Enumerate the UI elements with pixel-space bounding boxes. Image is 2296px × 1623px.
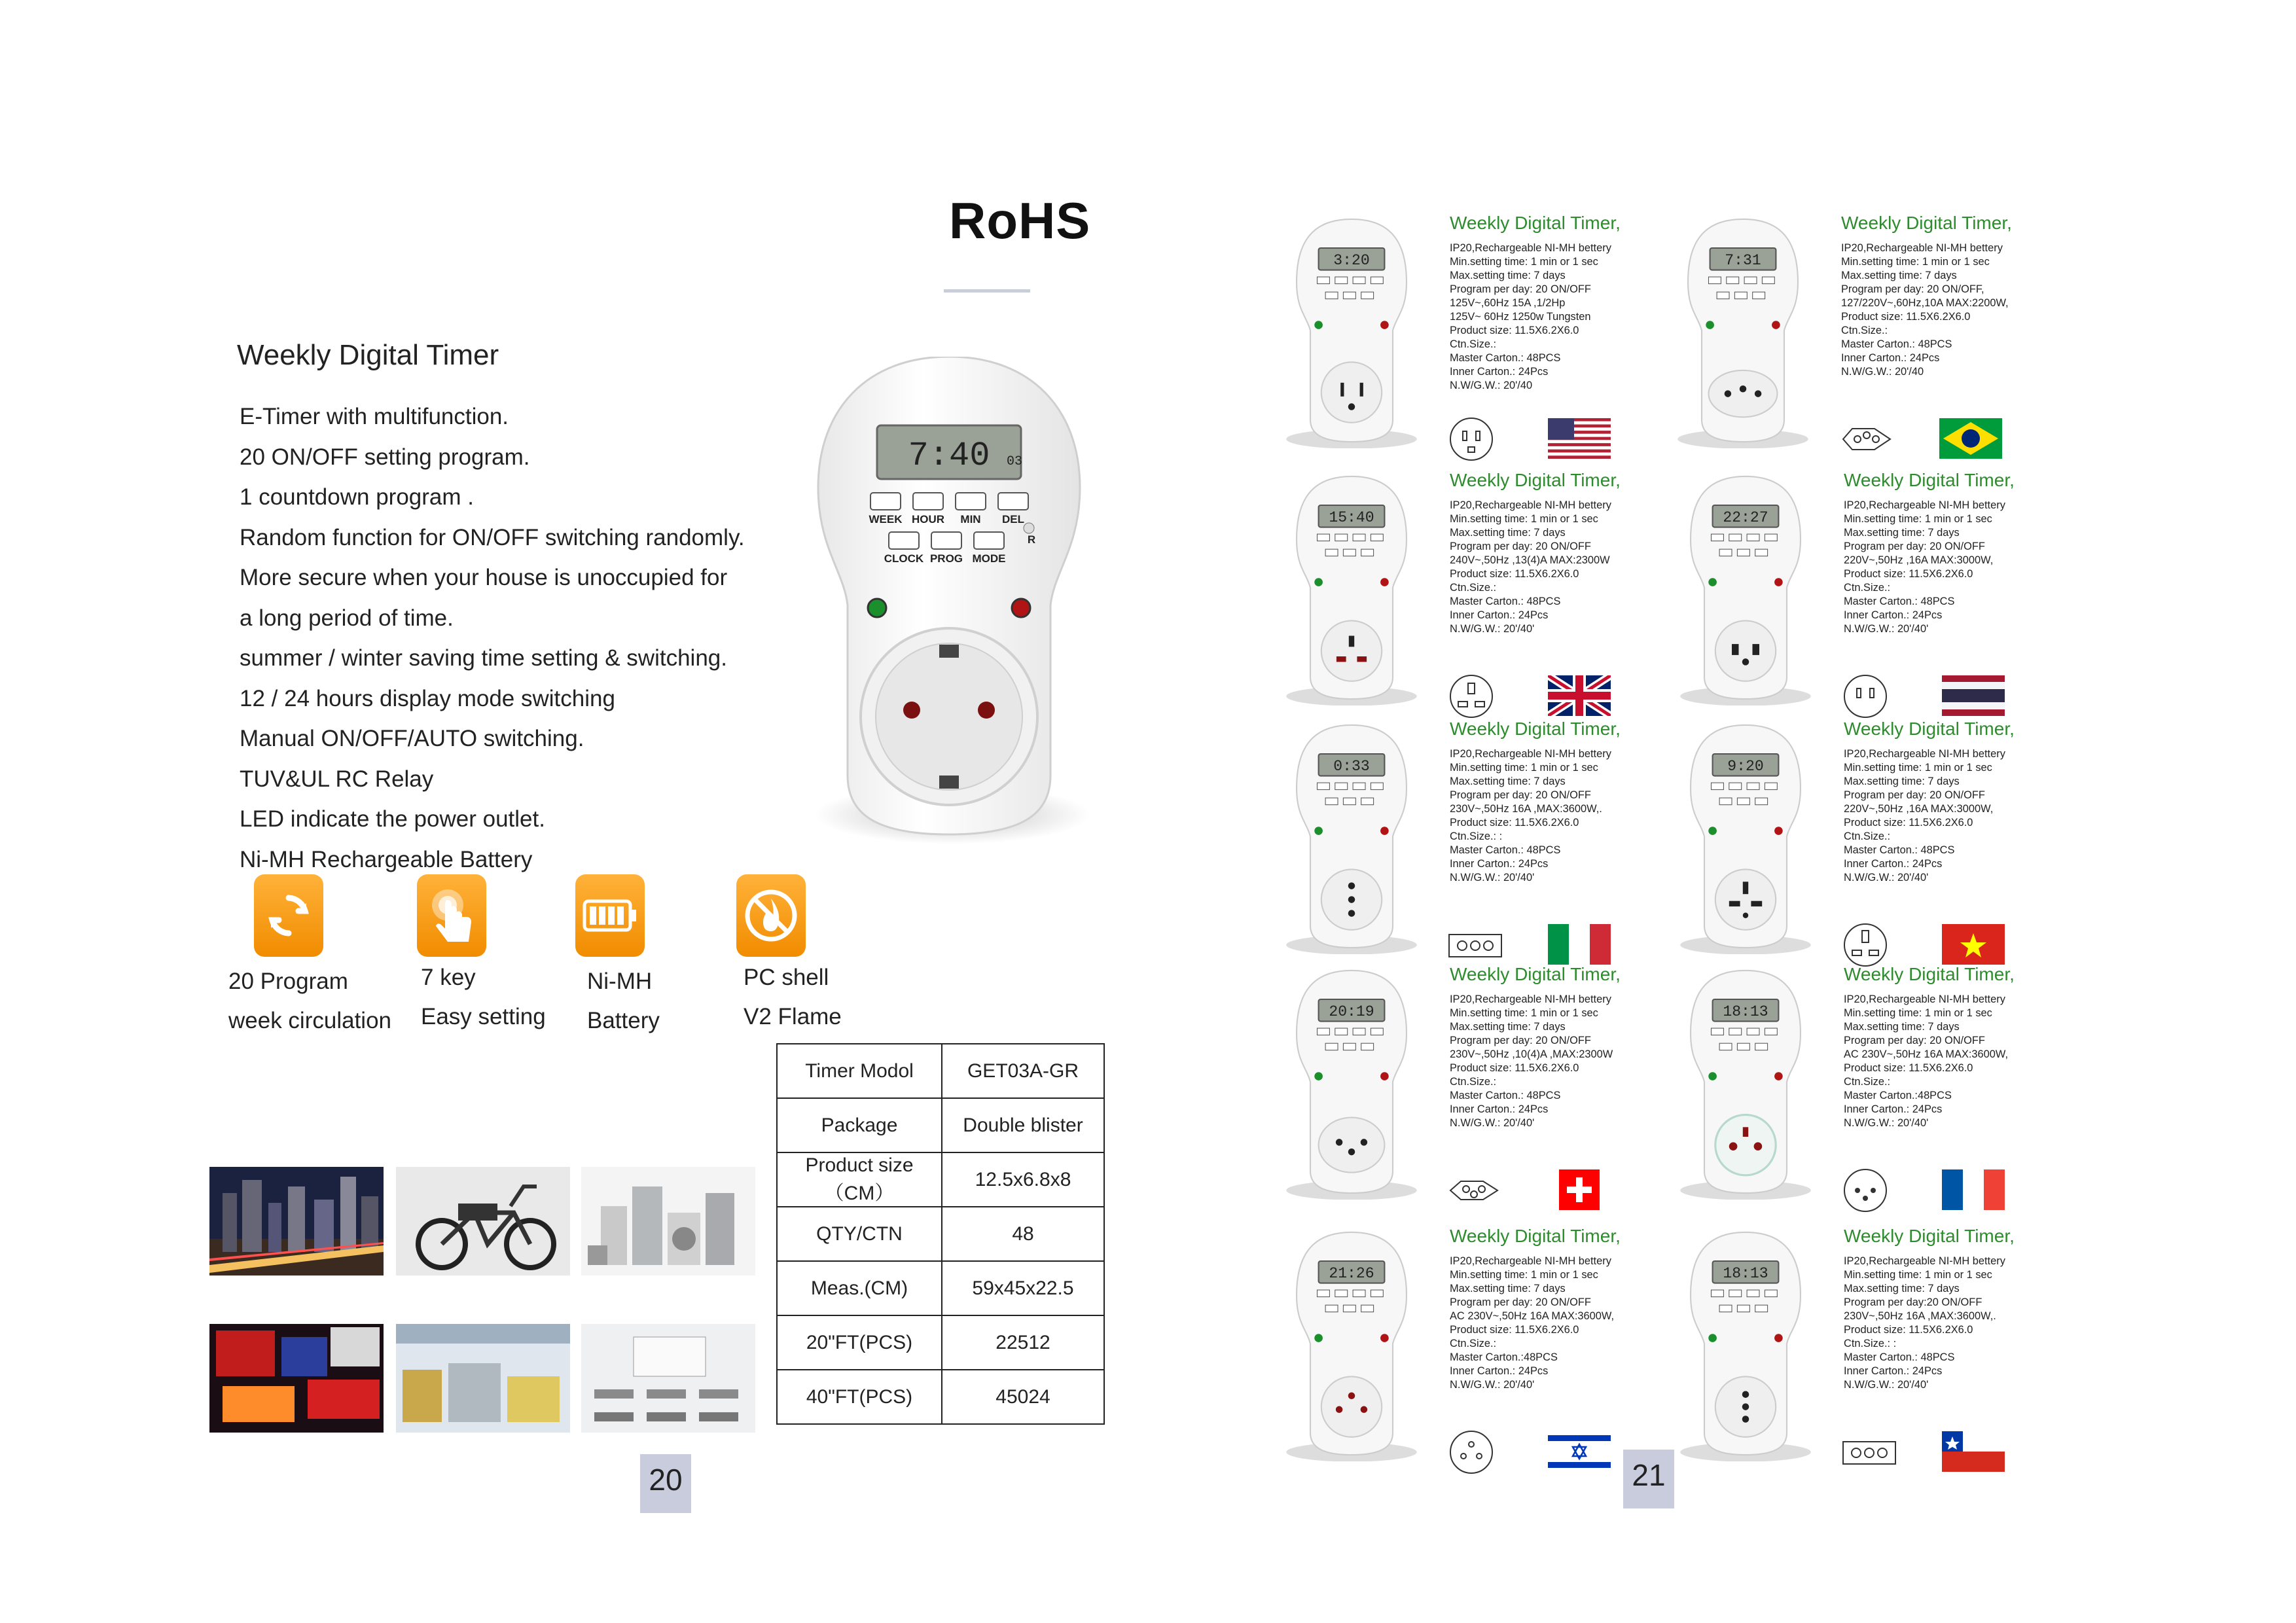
product-card — [1677, 470, 2056, 712]
feature-item: E-Timer with multifunction. — [240, 404, 509, 429]
icon-label-line1: Ni-MH — [587, 969, 653, 994]
brazil-flag — [1939, 418, 2002, 459]
product-spec-list — [1450, 499, 1646, 636]
timer-device-thumbnail — [1677, 719, 1814, 957]
product-card — [1677, 719, 2056, 961]
product-spec-line: IP20,Rechargeable NI-MH bettery — [1450, 1255, 1611, 1267]
table-cell: Product size（CM） — [777, 1152, 942, 1207]
billboard-photo — [209, 1324, 384, 1433]
product-spec-line: Inner Carton.: 24Pcs — [1844, 858, 1943, 870]
plug-type-h-icon — [1446, 1430, 1505, 1479]
refresh-cycle-icon — [254, 874, 323, 957]
product-spec-line: IP20,Rechargeable NI-MH bettery — [1450, 993, 1611, 1005]
device-mode-label: MODE — [972, 552, 1006, 565]
rohs-divider — [944, 289, 1030, 293]
device-display-digits: 15:40 — [1329, 509, 1374, 527]
feature-item: Random function for ON/OFF switching randomly. — [240, 524, 745, 550]
product-spec-list — [1844, 499, 2040, 636]
product-spec-list — [1450, 993, 1646, 1130]
table-cell: 40"FT(PCS) — [777, 1370, 942, 1424]
product-card — [1674, 213, 2054, 455]
device-prog-label: PROG — [929, 552, 963, 565]
table-cell: Double blister — [942, 1098, 1104, 1152]
device-display-digits: 9:20 — [1727, 758, 1764, 776]
product-spec-line: Product size: 11.5X6.2X6.0 — [1450, 325, 1579, 336]
product-spec-line: Min.setting time: 1 min or 1 sec — [1450, 1269, 1598, 1281]
product-spec-line: Ctn.Size.: — [1844, 582, 1891, 594]
product-spec-line: N.W/G.W.: 20'/40' — [1450, 872, 1535, 883]
factory-photo — [396, 1324, 570, 1433]
table-row — [777, 1370, 1104, 1424]
product-spec-line: Inner Carton.: 24Pcs — [1450, 609, 1549, 621]
device-min-label: MIN — [960, 513, 981, 526]
timer-device-thumbnail — [1283, 719, 1420, 957]
product-spec-line: Program per day: 20 ON/OFF — [1450, 789, 1591, 801]
device-display-digits: 7:31 — [1725, 252, 1761, 270]
feature-item: Manual ON/OFF/AUTO switching. — [240, 726, 584, 751]
product-spec-line: Min.setting time: 1 min or 1 sec — [1844, 1269, 1992, 1281]
feature-item: More secure when your house is unoccupied for — [240, 565, 728, 590]
product-spec-line: Min.setting time: 1 min or 1 sec — [1844, 1007, 1992, 1019]
product-spec-line: 230V~,50Hz 16A ,MAX:3600W,. — [1450, 803, 1602, 815]
product-spec-line: Master Carton.:48PCS — [1450, 1351, 1558, 1363]
timer-device-thumbnail — [1283, 470, 1420, 709]
table-cell: 20"FT(PCS) — [777, 1315, 942, 1370]
table-row — [777, 1098, 1104, 1152]
device-display-digits: 21:26 — [1329, 1265, 1374, 1283]
product-spec-line: Inner Carton.: 24Pcs — [1844, 609, 1943, 621]
table-cell: Meas.(CM) — [777, 1261, 942, 1315]
battery-icon — [575, 874, 645, 957]
product-spec-line: Product size: 11.5X6.2X6.0 — [1844, 568, 1973, 580]
product-spec-line: 230V~,50Hz 16A ,MAX:3600W,. — [1844, 1310, 1996, 1322]
product-spec-line: Product size: 11.5X6.2X6.0 — [1841, 311, 1971, 323]
product-spec-line: Product size: 11.5X6.2X6.0 — [1450, 817, 1579, 829]
device-display-digits: 18:13 — [1723, 1265, 1768, 1283]
product-spec-list — [1844, 1255, 2040, 1392]
product-spec-line: Ctn.Size.: — [1844, 1076, 1891, 1088]
product-spec-line: 220V~,50Hz ,16A MAX:3000W, — [1844, 554, 1994, 566]
vietnam-flag — [1942, 924, 2005, 965]
feature-item: TUV&UL RC Relay — [240, 766, 434, 792]
product-spec-list — [1450, 1255, 1646, 1392]
plug-type-l-icon — [1840, 1430, 1899, 1479]
product-spec-line: Inner Carton.: 24Pcs — [1450, 1365, 1549, 1377]
product-spec-line: Ctn.Size.: — [1841, 325, 1888, 336]
product-card — [1677, 964, 2056, 1206]
page-number: 20 — [640, 1454, 691, 1513]
plug-type-j-icon — [1446, 1168, 1505, 1217]
product-spec-line: Ctn.Size.: : — [1450, 830, 1503, 842]
table-cell: 45024 — [942, 1370, 1104, 1424]
product-spec-line: Max.setting time: 7 days — [1841, 270, 1957, 281]
product-spec-line: IP20,Rechargeable NI-MH bettery — [1844, 1255, 2005, 1267]
product-spec-line: Master Carton.: 48PCS — [1450, 352, 1561, 364]
product-spec-line: Program per day: 20 ON/OFF — [1844, 541, 1985, 552]
icon-label-line2: week circulation — [228, 1008, 391, 1033]
table-cell: 59x45x22.5 — [942, 1261, 1104, 1315]
thailand-flag — [1942, 675, 2005, 716]
electric-bike-photo — [396, 1167, 570, 1275]
product-spec-line: N.W/G.W.: 20'/40' — [1450, 1117, 1535, 1129]
product-spec-line: N.W/G.W.: 20'/40 — [1450, 380, 1533, 391]
product-card — [1283, 719, 1662, 961]
product-spec-line: Inner Carton.: 24Pcs — [1450, 1103, 1549, 1115]
product-spec-line: Max.setting time: 7 days — [1450, 527, 1566, 539]
product-spec-line: Master Carton.: 48PCS — [1844, 596, 1955, 607]
table-row — [777, 1261, 1104, 1315]
product-title: Weekly Digital Timer, — [1841, 213, 2012, 233]
product-spec-line: Max.setting time: 7 days — [1844, 776, 1960, 787]
product-spec-line: IP20,Rechargeable NI-MH bettery — [1450, 242, 1611, 254]
product-spec-line: Max.setting time: 7 days — [1844, 527, 1960, 539]
timer-device-thumbnail — [1677, 470, 1814, 709]
table-row — [777, 1207, 1104, 1261]
product-card — [1283, 213, 1662, 455]
product-title: Weekly Digital Timer, — [1450, 1226, 1621, 1246]
device-hour-label: HOUR — [911, 513, 945, 526]
product-spec-line: AC 230V~,50Hz 16A MAX:3600W, — [1844, 1048, 2009, 1060]
timer-device-thumbnail — [1283, 1226, 1420, 1465]
product-spec-line: N.W/G.W.: 20'/40' — [1450, 1379, 1535, 1391]
product-spec-line: Min.setting time: 1 min or 1 sec — [1450, 762, 1598, 774]
product-spec-line: IP20,Rechargeable NI-MH bettery — [1841, 242, 2003, 254]
feature-item: LED indicate the power outlet. — [240, 806, 545, 832]
france-flag — [1942, 1169, 2005, 1210]
spec-table — [776, 1043, 1105, 1425]
table-row — [777, 1152, 1104, 1207]
svg-text:03: 03 — [1007, 454, 1023, 469]
touch-finger-icon — [417, 874, 486, 957]
uk-flag — [1548, 675, 1611, 716]
page-number: 21 — [1623, 1450, 1674, 1508]
rohs-label: RoHS — [949, 192, 1091, 249]
product-spec-line: Min.setting time: 1 min or 1 sec — [1841, 256, 1990, 268]
product-spec-line: 240V~,50Hz ,13(4)A MAX:2300W — [1450, 554, 1610, 566]
product-spec-line: N.W/G.W.: 20'/40' — [1844, 1379, 1929, 1391]
product-spec-line: 220V~,50Hz ,16A MAX:3000W, — [1844, 803, 1994, 815]
product-spec-list — [1841, 241, 2037, 379]
product-spec-line: Program per day: 20 ON/OFF — [1450, 1296, 1591, 1308]
icon-label-line1: 7 key — [421, 965, 476, 990]
device-display-digits: 18:13 — [1723, 1003, 1768, 1021]
product-spec-list — [1844, 747, 2040, 885]
product-spec-line: AC 230V~,50Hz 16A MAX:3600W, — [1450, 1310, 1615, 1322]
italy-flag — [1548, 924, 1611, 965]
page-title: Weekly Digital Timer — [237, 339, 499, 371]
icon-label-line2: Battery — [587, 1008, 660, 1033]
product-spec-line: Master Carton.: 48PCS — [1450, 596, 1561, 607]
product-spec-line: IP20,Rechargeable NI-MH bettery — [1844, 993, 2005, 1005]
feature-list — [240, 397, 829, 880]
product-spec-line: Ctn.Size.: — [1844, 830, 1891, 842]
plug-type-g-icon — [1446, 674, 1505, 723]
product-spec-line: Inner Carton.: 24Pcs — [1844, 1103, 1943, 1115]
product-spec-line: IP20,Rechargeable NI-MH bettery — [1450, 499, 1611, 511]
feature-item: Ni-MH Rechargeable Battery — [240, 846, 533, 872]
product-spec-line: Max.setting time: 7 days — [1844, 1021, 1960, 1033]
table-cell: 22512 — [942, 1315, 1104, 1370]
device-display-digits: 0:33 — [1333, 758, 1370, 776]
product-spec-line: IP20,Rechargeable NI-MH bettery — [1844, 748, 2005, 760]
product-spec-line: 127/220V~,60Hz,10A MAX:2200W, — [1841, 297, 2009, 309]
product-spec-list — [1844, 993, 2040, 1130]
product-spec-line: Program per day: 20 ON/OFF, — [1841, 283, 1984, 295]
device-clock-label: CLOCK — [884, 552, 924, 565]
product-spec-line: Program per day:20 ON/OFF — [1844, 1296, 1982, 1308]
product-spec-line: Product size: 11.5X6.2X6.0 — [1844, 1324, 1973, 1336]
timer-device-thumbnail — [1677, 1226, 1814, 1465]
plug-type-n-icon — [1838, 417, 1897, 466]
product-spec-line: Inner Carton.: 24Pcs — [1450, 858, 1549, 870]
product-title: Weekly Digital Timer, — [1450, 213, 1621, 233]
product-title: Weekly Digital Timer, — [1844, 470, 2015, 490]
product-spec-line: Product size: 11.5X6.2X6.0 — [1450, 1324, 1579, 1336]
classroom-photo — [581, 1324, 755, 1433]
product-spec-line: Master Carton.: 48PCS — [1841, 338, 1952, 350]
product-title: Weekly Digital Timer, — [1450, 470, 1621, 490]
timer-device-thumbnail — [1677, 964, 1814, 1203]
product-title: Weekly Digital Timer, — [1844, 964, 2015, 984]
product-spec-line: N.W/G.W.: 20'/40' — [1450, 623, 1535, 635]
no-flame-icon — [736, 874, 806, 957]
product-title: Weekly Digital Timer, — [1450, 964, 1621, 984]
timer-device-image — [805, 357, 1093, 867]
product-spec-line: Max.setting time: 7 days — [1450, 776, 1566, 787]
feature-item: summer / winter saving time setting & switching. — [240, 645, 727, 671]
product-spec-line: Inner Carton.: 24Pcs — [1450, 366, 1549, 378]
product-title: Weekly Digital Timer, — [1844, 719, 2015, 739]
product-spec-line: Max.setting time: 7 days — [1450, 270, 1566, 281]
icon-label-line2: V2 Flame — [744, 1004, 842, 1029]
device-display-digits: 7:40 — [908, 437, 990, 475]
device-display-digits: 20:19 — [1329, 1003, 1374, 1021]
product-spec-line: Product size: 11.5X6.2X6.0 — [1450, 568, 1579, 580]
icon-label-line2: Easy setting — [421, 1004, 546, 1029]
product-spec-line: Inner Carton.: 24Pcs — [1844, 1365, 1943, 1377]
product-title: Weekly Digital Timer, — [1450, 719, 1621, 739]
product-card — [1283, 470, 1662, 712]
home-appliances-photo — [581, 1167, 755, 1275]
product-spec-line: Master Carton.: 48PCS — [1450, 1090, 1561, 1101]
product-title: Weekly Digital Timer, — [1844, 1226, 2015, 1246]
product-spec-line: Ctn.Size.: — [1450, 338, 1497, 350]
table-cell: Package — [777, 1098, 942, 1152]
switzerland-flag — [1548, 1169, 1611, 1210]
product-spec-line: IP20,Rechargeable NI-MH bettery — [1844, 499, 2005, 511]
product-spec-line: Program per day: 20 ON/OFF — [1450, 283, 1591, 295]
product-spec-line: N.W/G.W.: 20'/40 — [1841, 366, 1924, 378]
timer-device-thumbnail — [1283, 964, 1420, 1203]
feature-item: 12 / 24 hours display mode switching — [240, 685, 615, 711]
product-spec-line: Max.setting time: 7 days — [1844, 1283, 1960, 1294]
feature-item: a long period of time. — [240, 605, 454, 631]
plug-type-b-icon — [1446, 417, 1505, 466]
product-spec-line: Product size: 11.5X6.2X6.0 — [1844, 817, 1973, 829]
product-spec-line: Program per day: 20 ON/OFF — [1844, 789, 1985, 801]
city-night-photo — [209, 1167, 384, 1275]
product-spec-line: Program per day: 20 ON/OFF — [1450, 1035, 1591, 1046]
table-row — [777, 1315, 1104, 1370]
feature-item: 20 ON/OFF setting program. — [240, 444, 530, 470]
product-spec-line: 125V~ 60Hz 1250w Tungsten — [1450, 311, 1591, 323]
israel-flag — [1548, 1431, 1611, 1472]
product-spec-line: Min.setting time: 1 min or 1 sec — [1450, 1007, 1598, 1019]
table-cell: Timer Modol — [777, 1044, 942, 1098]
timer-device-thumbnail — [1283, 213, 1420, 452]
plug-type-a-icon — [1840, 674, 1899, 723]
product-spec-line: Min.setting time: 1 min or 1 sec — [1450, 513, 1598, 525]
product-spec-line: Product size: 11.5X6.2X6.0 — [1844, 1062, 1973, 1074]
product-spec-line: Program per day: 20 ON/OFF — [1844, 1035, 1985, 1046]
device-display-digits: 3:20 — [1333, 252, 1370, 270]
product-spec-line: Master Carton.: 48PCS — [1450, 844, 1561, 856]
device-display-digits: 22:27 — [1723, 509, 1768, 527]
icon-label-line1: 20 Program — [228, 969, 348, 994]
table-row — [777, 1044, 1104, 1098]
usa-flag — [1548, 418, 1611, 459]
product-spec-list — [1450, 747, 1646, 885]
product-spec-line: Min.setting time: 1 min or 1 sec — [1844, 762, 1992, 774]
product-spec-line: N.W/G.W.: 20'/40' — [1844, 623, 1929, 635]
product-spec-line: Min.setting time: 1 min or 1 sec — [1844, 513, 1992, 525]
product-spec-line: Ctn.Size.: : — [1844, 1338, 1897, 1349]
device-r-label: R — [1027, 533, 1036, 546]
feature-item: 1 countdown program . — [240, 484, 474, 510]
icon-label-line1: PC shell — [744, 965, 829, 990]
product-spec-line: Product size: 11.5X6.2X6.0 — [1450, 1062, 1579, 1074]
timer-device-thumbnail — [1674, 213, 1812, 452]
product-spec-line: N.W/G.W.: 20'/40' — [1844, 872, 1929, 883]
product-spec-line: 230V~,50Hz ,10(4)A ,MAX:2300W — [1450, 1048, 1613, 1060]
product-spec-line: Master Carton.: 48PCS — [1844, 1351, 1955, 1363]
product-spec-line: Program per day: 20 ON/OFF — [1450, 541, 1591, 552]
product-spec-line: N.W/G.W.: 20'/40' — [1844, 1117, 1929, 1129]
device-del-label: DEL — [1002, 513, 1024, 526]
table-cell: QTY/CTN — [777, 1207, 942, 1261]
table-cell: GET03A-GR — [942, 1044, 1104, 1098]
table-cell: 12.5x6.8x8 — [942, 1152, 1104, 1207]
product-card — [1283, 1226, 1662, 1468]
product-spec-line: 125V~,60Hz 15A ,1/2Hp — [1450, 297, 1566, 309]
product-spec-line: Ctn.Size.: — [1450, 1076, 1497, 1088]
product-spec-line: Max.setting time: 7 days — [1450, 1283, 1566, 1294]
product-spec-line: Ctn.Size.: — [1450, 1338, 1497, 1349]
product-card — [1283, 964, 1662, 1206]
product-spec-line: Ctn.Size.: — [1450, 582, 1497, 594]
product-spec-line: IP20,Rechargeable NI-MH bettery — [1450, 748, 1611, 760]
device-week-label: WEEK — [869, 513, 903, 526]
product-spec-line: Max.setting time: 7 days — [1450, 1021, 1566, 1033]
plug-type-e-icon — [1840, 1168, 1899, 1217]
product-card — [1677, 1226, 2056, 1468]
product-spec-line: Min.setting time: 1 min or 1 sec — [1450, 256, 1598, 268]
product-spec-line: Master Carton.: 48PCS — [1844, 844, 1955, 856]
chile-flag — [1942, 1431, 2005, 1472]
product-spec-line: Master Carton.:48PCS — [1844, 1090, 1952, 1101]
table-cell: 48 — [942, 1207, 1104, 1261]
product-spec-list — [1450, 241, 1646, 393]
product-spec-line: Inner Carton.: 24Pcs — [1841, 352, 1940, 364]
